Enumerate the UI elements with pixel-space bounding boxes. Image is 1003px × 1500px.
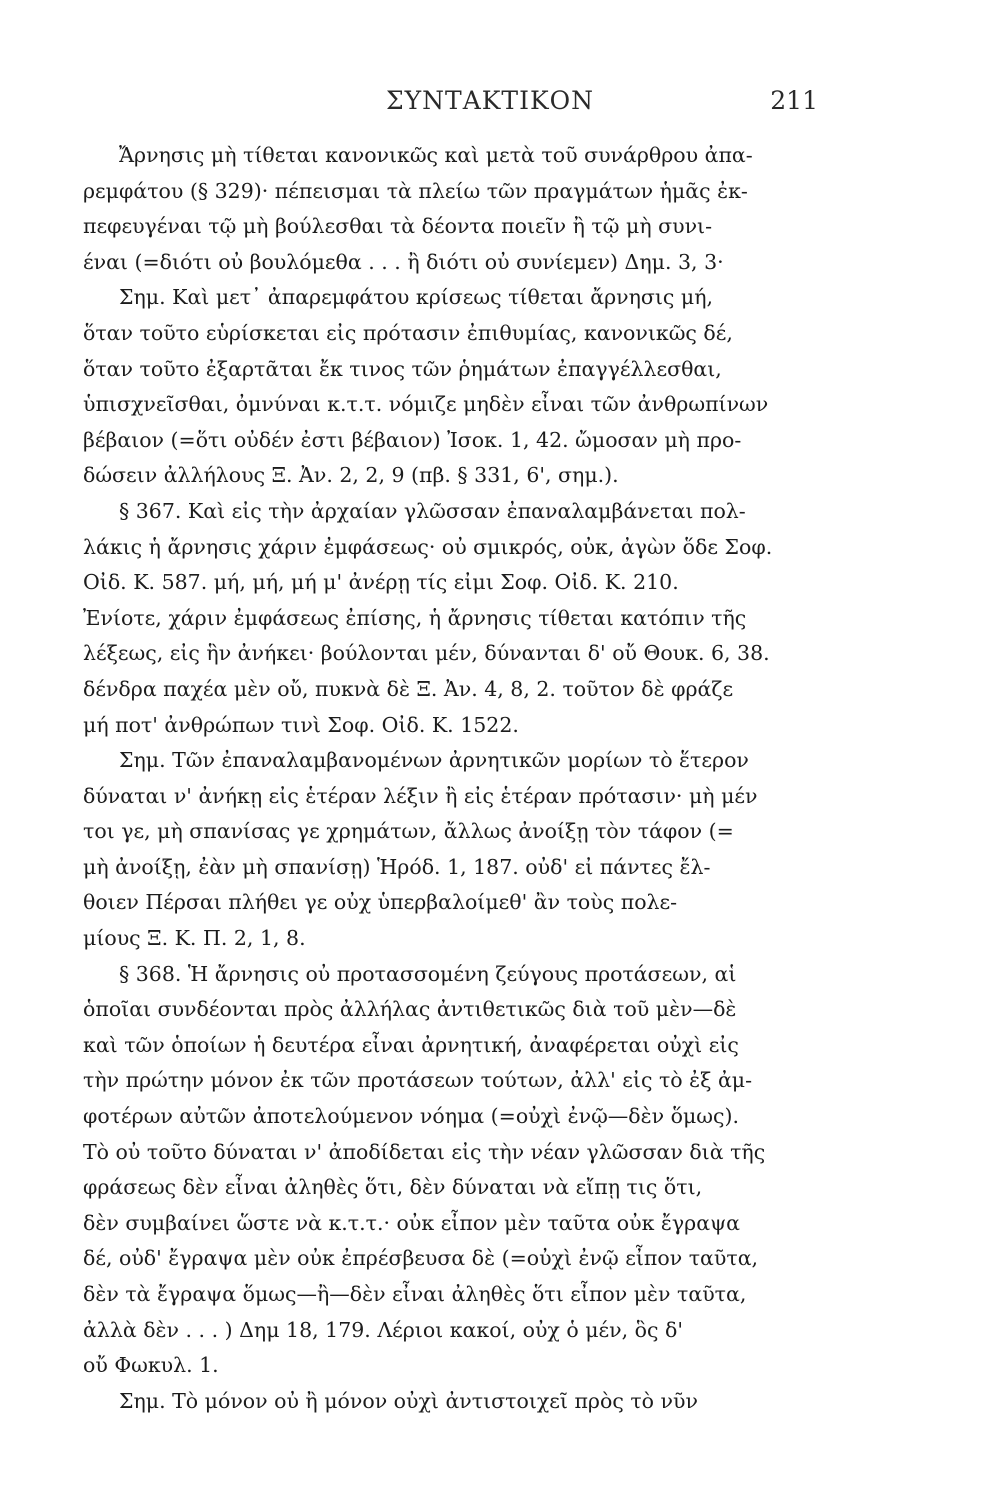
text-line: θοιεν Πέρσαι πλήθει γε οὐχ ὑπερβαλοίμεθ' ἂν τοὺς πολε- [83,890,678,915]
text-line: § 367. Καὶ εἰς τὴν ἀρχαίαν γλῶσσαν ἐπαναλαμβάνεται πολ- [119,498,746,523]
text-line: § 368. Ἡ ἄρνησις οὐ προτασσομένη ζεύγους προτάσεων, αἱ [119,961,737,986]
text-line: Σημ. Καὶ μετ᾽ ἀπαρεμφάτου κρίσεως τίθεται ἄρνησις μή, [119,285,714,310]
page-number: 211 [770,86,818,115]
text-line: Σημ. Τὸ μόνον οὐ ἢ μόνον οὐχὶ ἀντιστοιχεῖ πρὸς τὸ νῦν [119,1388,698,1413]
text-line: τοι γε, μὴ σπανίσας γε χρημάτων, ἄλλως ἀνοίξῃ τὸν τάφον (= [83,819,734,844]
text-line: βέβαιον (=ὅτι οὐδέν ἐστι βέβαιον) Ἰσοκ. 1, 42. ὤμοσαν μὴ προ- [83,427,742,452]
text-line: ὁποῖαι συνδέονται πρὸς ἀλλήλας ἀντιθετικῶς διὰ τοῦ μὲν—δὲ [83,997,737,1022]
text-line: τὴν πρώτην μόνον ἐκ τῶν προτάσεων τούτων, ἀλλ' εἰς τὸ ἐξ ἀμ- [83,1068,753,1093]
text-line: μή ποτ' ἀνθρώπων τινὶ Σοφ. Οἰδ. Κ. 1522. [83,712,519,737]
text-line: Ἐνίοτε, χάριν ἐμφάσεως ἐπίσης, ἡ ἄρνησις τίθεται κατόπιν τῆς [83,605,747,630]
text-line: πεφευγέναι τῷ μὴ βούλεσθαι τὰ δέοντα ποιεῖν ἢ τῷ μὴ συνι- [83,214,712,239]
text-line: ρεμφάτου (§ 329)· πέπεισμαι τὰ πλείω τῶν πραγμάτων ἡμᾶς ἐκ- [83,178,748,203]
text-line: Ἄρνησις μὴ τίθεται κανονικῶς καὶ μετὰ τοῦ συνάρθρου ἀπα- [119,143,753,167]
text-line: Οἰδ. Κ. 587. μή, μή, μή μ' ἀνέρῃ τίς εἰμι Σοφ. Οἰδ. Κ. 210. [83,570,679,595]
text-line: λάκις ἡ ἄρνησις χάριν ἐμφάσεως· οὐ σμικρός, οὐκ, ἀγὼν ὅδε Σοφ. [83,534,773,559]
running-title: ΣΥΝΤΑΚΤΙΚΟΝ [385,86,595,115]
text-line: λέξεως, εἰς ἣν ἀνήκει· βούλονται μέν, δύνανται δ' οὔ Θουκ. 6, 38. [83,641,770,666]
text-line: δώσειν ἀλλήλους Ξ. Ἀν. 2, 2, 9 (πβ. § 331, 6', σημ.). [83,463,619,488]
text-line: ὑπισχνεῖσθαι, ὀμνύναι κ.τ.τ. νόμιζε μηδὲν εἶναι τῶν ἀνθρωπίνων [83,392,769,417]
text-line: καὶ τῶν ὁποίων ἡ δευτέρα εἶναι ἀρνητική, ἀναφέρεται οὐχὶ εἰς [83,1032,739,1057]
text-line: φράσεως δὲν εἶναι ἀληθὲς ὅτι, δὲν δύναται νὰ εἴπῃ τις ὅτι, [83,1175,703,1200]
page-header [0,86,1003,126]
text-line: μίους Ξ. Κ. Π. 2, 1, 8. [83,926,306,951]
text-line: μὴ ἀνοίξῃ, ἐὰν μὴ σπανίσῃ) Ἡρόδ. 1, 187. οὐδ' εἰ πάντες ἔλ- [83,854,711,879]
text-line: οὔ Φωκυλ. 1. [83,1353,219,1378]
text-line: ὅταν τοῦτο ἐξαρτᾶται ἔκ τινος τῶν ῥημάτων ἐπαγγέλλεσθαι, [83,356,722,381]
text-line: δένδρα παχέα μὲν οὔ, πυκνὰ δὲ Ξ. Ἀν. 4, 8, 2. τοῦτον δὲ φράζε [83,676,734,701]
text-line: Σημ. Τῶν ἐπαναλαμβανομένων ἀρνητικῶν μορίων τὸ ἕτερον [119,748,749,773]
text-line: δύναται ν' ἀνήκῃ εἰς ἑτέραν λέξιν ἢ εἰς ἑτέραν πρότασιν· μὴ μέν [83,783,758,808]
text-line: δὲν τὰ ἔγραψα ὅμως—ἢ—δὲν εἶναι ἀληθὲς ὅτι εἶπον μὲν ταῦτα, [83,1282,747,1306]
text-line: δέ, οὐδ' ἔγραψα μὲν οὐκ ἐπρέσβευσα δὲ (=οὐχὶ ἐνῷ εἶπον ταῦτα, [83,1246,759,1271]
body-text [83,138,819,1419]
text-line: ὅταν τοῦτο εὑρίσκεται εἰς πρότασιν ἐπιθυμίας, κανονικῶς δέ, [83,320,733,345]
text-line: δὲν συμβαίνει ὥστε νὰ κ.τ.τ.· οὐκ εἶπον μὲν ταῦτα οὐκ ἔγραψα [83,1210,740,1235]
text-line: ἀλλὰ δὲν . . . ) Δημ 18, 179. Λέριοι κακοί, οὐχ ὁ μέν, ὃς δ' [83,1317,683,1342]
text-line: έναι (=διότι οὐ βουλόμεθα . . . ἢ διότι οὐ συνίεμεν) Δημ. 3, 3· [83,249,724,274]
text-line: Τὸ οὐ τοῦτο δύναται ν' ἀποδίδεται εἰς τὴν νέαν γλῶσσαν διὰ τῆς [83,1139,766,1164]
text-line: φοτέρων αὐτῶν ἀποτελούμενον νόημα (=οὐχὶ ἐνῷ—δὲν ὅμως). [83,1104,739,1129]
